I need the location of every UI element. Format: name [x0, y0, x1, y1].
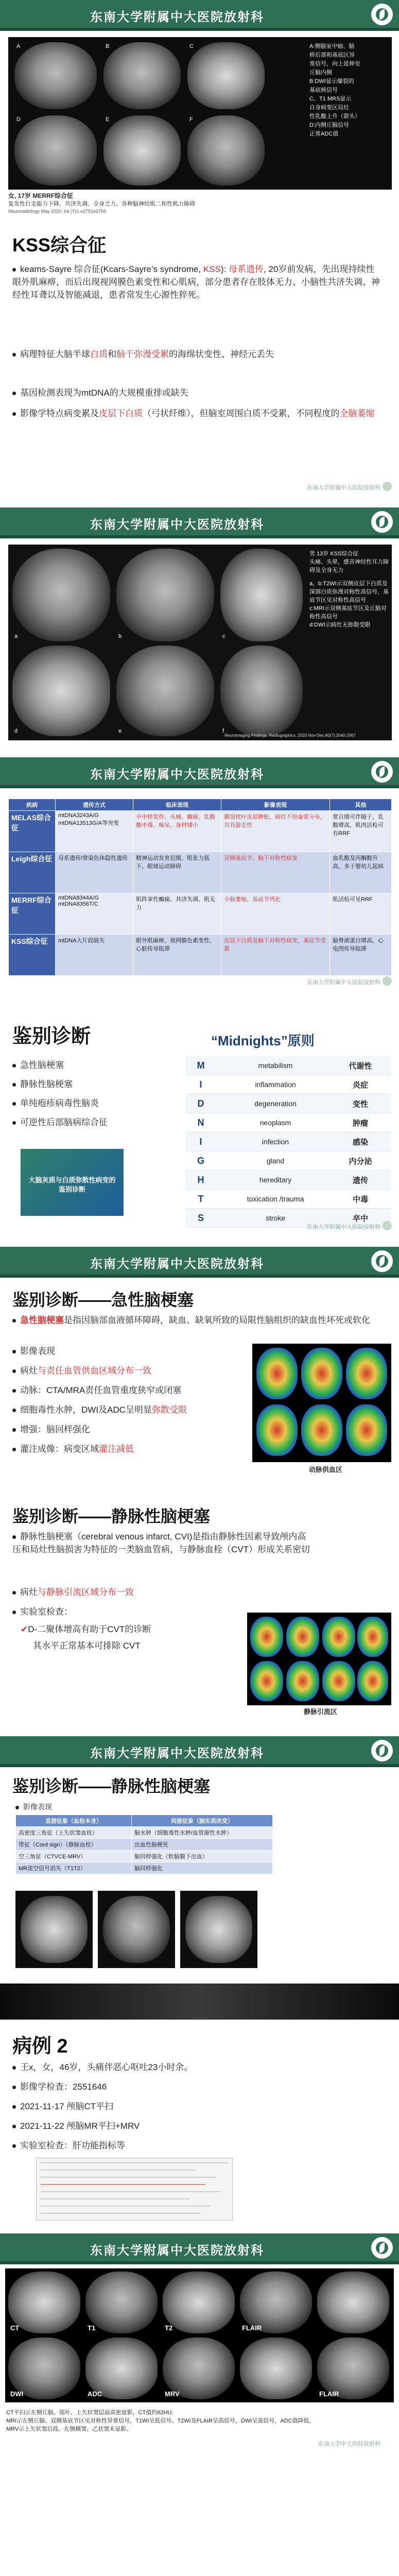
hospital-logo-icon [370, 1738, 394, 1763]
panel-label: C [189, 43, 194, 49]
bullet-item: 单纯疱疹病毒性脑炎 [12, 1097, 99, 1110]
panel-label: a [14, 633, 18, 639]
arterial-territory-figure [252, 1344, 391, 1462]
slide-3 [0, 507, 399, 755]
panel-label: b [118, 633, 122, 639]
annotation-list: A:侧脑室中轴、脑 桥后部和基底区异 常信号，向上延伸至 丘脑内侧 B:DWI显示爆裂的 基底核信号 C、T1 MRS显示 自身病变区局灶 性乳酸上升（箭头） D:内侧丘脑信号 正常ADC值 [309, 43, 360, 137]
ct-figure [15, 1891, 93, 1968]
comparison-table [8, 799, 392, 976]
midnights-cn: 变性 [352, 1099, 368, 1109]
scan-label: FLAIR [319, 2390, 339, 2398]
midnights-letter: S [197, 1212, 204, 1223]
hospital-logo-icon [370, 2, 394, 27]
slide-title: 病例 2 [12, 2036, 68, 2057]
annotation-list: 男 13岁 KSS综合征 头痛、头晕，感音神经性耳力障碍及全身无力 a、b:T2WI示双侧皮层下白质及深部白质弥漫对称性高信号，基底节区见对称性高信号 c:MRI示双侧基底节区及丘脑对称性高信号 d:DWI示病灶无弥散受限 [309, 551, 389, 628]
midnights-cn: 内分泌 [349, 1157, 372, 1166]
figure-source: Neuroradiology May 2020; 64 (Y)1.e2751e2766 [8, 209, 107, 214]
slide-10 [0, 2233, 399, 2576]
midnights-row [185, 1075, 391, 1094]
table-header-row: 疾病 遗传方式 临床表现 影像表现 其他 [9, 799, 392, 811]
venous-territory-figure [247, 1613, 391, 1705]
midnights-word: infection [262, 1138, 289, 1146]
panel-label: d [14, 728, 18, 734]
figure-source: Neuroimaging Findings. Radiographics. 2020 Nov-Dec;40(7):2040-2067 [224, 733, 356, 738]
slide-5 [0, 999, 399, 1242]
midnights-letter: D [197, 1098, 204, 1109]
bullet-item: 病灶与静脉引流区域分布一致 [12, 1586, 311, 1599]
midnights-title: “Midnights”原则 [211, 1033, 315, 1048]
midnights-row [185, 1094, 391, 1113]
venous-signs-table: 直接征象（血栓本身） 间接征象（脑实质改变） 高密度三角征（上矢状窦血栓） 脑水肿（细胞毒性水肿/血管源性水肿） 带征（Cord sign）（静脉血栓） 出血性脑梗死 空三角征（CTVCE-MRV） 脑回样强化（软脑膜下出血） MR流空信号消失（T1T2） 脑回样强化 [15, 1815, 273, 1874]
book-cover-image: 大脑灰质与白质弥散性病变的鉴别诊断 [21, 1149, 124, 1216]
scan-label: ADC [88, 2390, 102, 2398]
title-banner-image [0, 1984, 399, 2020]
watermark: 东南大学中大医院放射科 [318, 2441, 380, 2447]
watermark: 东南大学附属中大医院放射科 [307, 485, 380, 491]
midnights-letter: G [197, 1155, 204, 1166]
header-title: 东南大学附属中大医院放射科 [90, 11, 264, 24]
bullet-item: 细胞毒性水肿，DWI及ADC呈明显弥散受限 [12, 1403, 244, 1416]
figure-caption-detail: 复发性行走能力下降、共济失调、全身乏力、各种脑神经肌二和性肌力障碍 [8, 201, 195, 207]
midnights-row [185, 1190, 391, 1209]
bullet-item: 实验室检查： [12, 1605, 73, 1618]
bullet-item: 基因检测表现为mtDNA的大规模重排或缺失 [12, 386, 383, 399]
slide-title: 鉴别诊断——静脉性脑梗塞 [12, 1507, 211, 1526]
slide-header: 东南大学附属中大医院放射科 [0, 1736, 399, 1767]
bullet-item: 影像表现 [12, 1345, 55, 1358]
figure-caption: 动脉供血区 [309, 1466, 343, 1473]
bullet-item: 影像学检查：2551646 [12, 2080, 107, 2093]
intro-text: 急性脑梗塞是指因脑部血液循环障碍，缺血、缺氧所致的局限性脑组织的缺血性坏死或软化 [12, 1314, 386, 1327]
midnights-letter: I [199, 1079, 202, 1090]
bullet-item: 病灶与责任血管供血区域分布一致 [12, 1364, 244, 1377]
midnights-row [185, 1113, 391, 1132]
hospital-logo-icon [370, 510, 394, 534]
scan-label: T2 [165, 2324, 173, 2332]
midnights-letter: N [197, 1117, 204, 1128]
midnights-word: degeneration [254, 1099, 297, 1108]
bullet-item: 增强：脑回样强化 [12, 1423, 244, 1436]
ct-figure [180, 1891, 257, 1968]
midnights-word: metabilism [258, 1061, 293, 1070]
bullet-item: 灌注成像：病变区域灌注减低 [12, 1443, 244, 1455]
table-row: 带征（Cord sign）（静脉血栓） 出血性脑梗死 [16, 1839, 273, 1851]
panel-label: B [106, 43, 110, 49]
midnights-word: neoplasm [259, 1118, 291, 1127]
midnights-word: toxication /trauma [247, 1195, 304, 1203]
table-row: 高密度三角征（上矢状窦血栓） 脑水肿（细胞毒性水肿/血管源性水肿） [16, 1827, 273, 1839]
watermark: 东南大学附属中大医院放射科 [307, 1224, 380, 1230]
bullet-item: 静脉性脑梗塞（cerebral venous infarct, CVI)是指由静脉性因素导致颅内高压和局灶性脑损害为特征的一类脑血管病，与静脉血栓（CVT）形成关系密切 [12, 1532, 310, 1554]
panel-label: E [106, 116, 110, 123]
bullet-item: 静脉性脑梗塞 [12, 1078, 73, 1091]
midnights-word: inflammation [255, 1080, 296, 1089]
mri-figure [8, 545, 392, 740]
slide-9 [0, 1984, 399, 2226]
d-dimer-line-2: 其水平正常基本可排除 CVT [33, 1641, 141, 1651]
slide-7 [0, 1494, 399, 1731]
bullet-item: 2021-11-22 颅脑MR平扫+MRV [12, 2120, 140, 2132]
table-row: KSS综合征 mtDNA大片段缺失 眼外肌麻痹、视网膜色素变性、心脏传导阻滞 皮层下白质及脑干对称性病变，基底节受累 脑脊液蛋白增高，心电图传导阻滞 [9, 935, 392, 976]
midnights-letter: I [199, 1136, 202, 1147]
slide-2 [0, 222, 399, 502]
midnights-cn: 肿瘤 [352, 1118, 368, 1128]
slide-title: 鉴别诊断——静脉性脑梗塞 [12, 1777, 211, 1795]
watermark: 东南大学附属中大医院放射科 [307, 979, 380, 986]
midnights-table [185, 1056, 391, 1228]
midnights-cn: 卒中 [352, 1214, 368, 1223]
midnights-letter: T [198, 1193, 204, 1204]
bullet-item: 2021-11-17 颅脑CT平扫 [12, 2100, 113, 2113]
midnights-cn: 遗传 [352, 1176, 368, 1185]
bullet-item: 可逆性后部脑病综合征 [12, 1116, 108, 1129]
slide-title: KSS综合征 [12, 234, 107, 256]
panel-label: e [118, 728, 122, 734]
slide-6 [0, 1247, 399, 1489]
bullet-item: 动脉：CTA/MRA责任血管重度狭窄或闭塞 [12, 1384, 244, 1397]
midnights-row [185, 1056, 391, 1075]
mri-figure [8, 37, 392, 190]
scan-label: CT [10, 2324, 20, 2332]
table-row: MR流空信号消失（T1T2） 脑回样强化 [16, 1862, 273, 1874]
case-caption: CT平扫示左侧丘脑、尾叶、上矢状窦层面高密度影，CT值约62HU; MRI示左侧丘脑、双侧基底节区见对称性异常信号，T1WI呈低信号、T2WI及FLAIR呈高信号，DWI呈高信号，ADC值降低, MRV示上矢状窦后段、左侧横窦、乙状窦未显影。 [6, 2410, 311, 2432]
midnights-cn: 炎症 [352, 1080, 368, 1090]
scan-label: FLAIR [242, 2324, 262, 2332]
slide-title: 鉴别诊断 [12, 1026, 91, 1047]
midnights-letter: H [197, 1174, 204, 1185]
slide-header: 东南大学附属中大医院放射科 [0, 507, 399, 538]
table-row: MERRF综合征 mtDNA8344A/G mtDNA8356T/C 肌阵挛性癫痫、共济失调、肌无力 小脑萎缩，基底节钙化 肌活检可见RRF [9, 893, 392, 935]
figure-caption: 女, 17岁 MERRF综合征 [8, 192, 74, 199]
midnights-cn: 代谢性 [349, 1061, 372, 1071]
slide-4 [0, 757, 399, 997]
table-row: MELAS综合征 mtDNA3243A/G mtDNA13513G/A等突变 卒中样发作、头痛、癫痫、乳酸酸中毒、痴呆、身材矮小 颞顶枕叶皮层肿胀，病灶不按血管分布，具有游走性 常自缓可伴随于，乳酸增高，肌肉活检可有RRF [9, 811, 392, 852]
panel-label: c [222, 633, 225, 639]
slide-header: 东南大学附属中大医院放射科 [0, 757, 399, 788]
bullet-item: 王x，女，46岁，头痛伴恶心呕吐23小时余。 [12, 2061, 193, 2074]
lab-report-image [36, 2158, 233, 2221]
panel-label: F [189, 116, 193, 123]
midnights-word: stroke [265, 1214, 286, 1222]
scan-label: MRV [165, 2390, 180, 2398]
slide-header [0, 0, 399, 31]
midnights-cn: 中毒 [352, 1195, 368, 1204]
bullet-item: 影像表现 [15, 1801, 52, 1814]
midnights-cn: 感染 [352, 1138, 368, 1147]
midnights-row [185, 1132, 391, 1151]
hospital-logo-icon [370, 2235, 394, 2260]
case-mri-grid [5, 2268, 394, 2402]
table-row: 空三角征（CTVCE-MRV） 脑回样强化（软脑膜下出血） [16, 1851, 273, 1862]
hospital-logo-icon [370, 1249, 394, 1274]
midnights-row [185, 1151, 391, 1171]
bullet-item: 实验室检查：肝功能指标等 [12, 2139, 125, 2152]
bullet-item: keams-Sayre 综合征(Kcars-Sayre’s syndrome, KSS): 母系遗传, 20岁前发病，先出现持续性眼外肌麻痹，而后出现视网膜色素变性和心肌病，部分患者存在肢体无力、小脑性共济失调、神经性耳聋以及智能减退，患者常发生心源性猝死。 [12, 264, 380, 300]
slide-8 [0, 1736, 399, 1978]
midnights-word: hereditary [259, 1176, 292, 1184]
midnights-letter: M [197, 1060, 205, 1071]
slide-title: 鉴别诊断——急性脑梗塞 [12, 1291, 194, 1309]
scan-label: T1 [88, 2324, 96, 2332]
bullet-item: 急性脑梗塞 [12, 1059, 64, 1072]
hospital-logo-icon [370, 759, 394, 784]
midnights-row [185, 1171, 391, 1190]
midnights-word: gland [266, 1157, 285, 1165]
bullet-item: 影像学特点病变累及皮层下白质（弓状纤维），但脑室周围白质不受累，不同程度的全脑萎缩 [12, 407, 383, 420]
ct-figure [98, 1891, 175, 1968]
d-dimer-line: ✔D-二聚体增高有助于CVT的诊断 [21, 1624, 151, 1634]
table-row: Leigh综合征 母系遗传/常染色体隐性遗传 精神运动发育迟缓、肌张力低下、眼球运动障碍 双侧基底节、脑干对称性病变 血乳酸及丙酮酸升高，多于婴幼儿起病 [9, 852, 392, 893]
panel-label: D [16, 116, 21, 123]
scan-label: DWI [10, 2390, 24, 2398]
panel-label: f [222, 728, 224, 734]
figure-caption: 静脉引流区 [304, 1708, 338, 1716]
slide-1 [0, 0, 399, 214]
bullet-item: 病理特征大脑半球白质和脑干弥漫受累的海绵状变性、神经元丢失 [12, 348, 383, 361]
slide-header: 东南大学附属中大医院放射科 [0, 2233, 399, 2264]
panel-label: A [16, 43, 21, 49]
slide-header: 东南大学附属中大医院放射科 [0, 1247, 399, 1278]
